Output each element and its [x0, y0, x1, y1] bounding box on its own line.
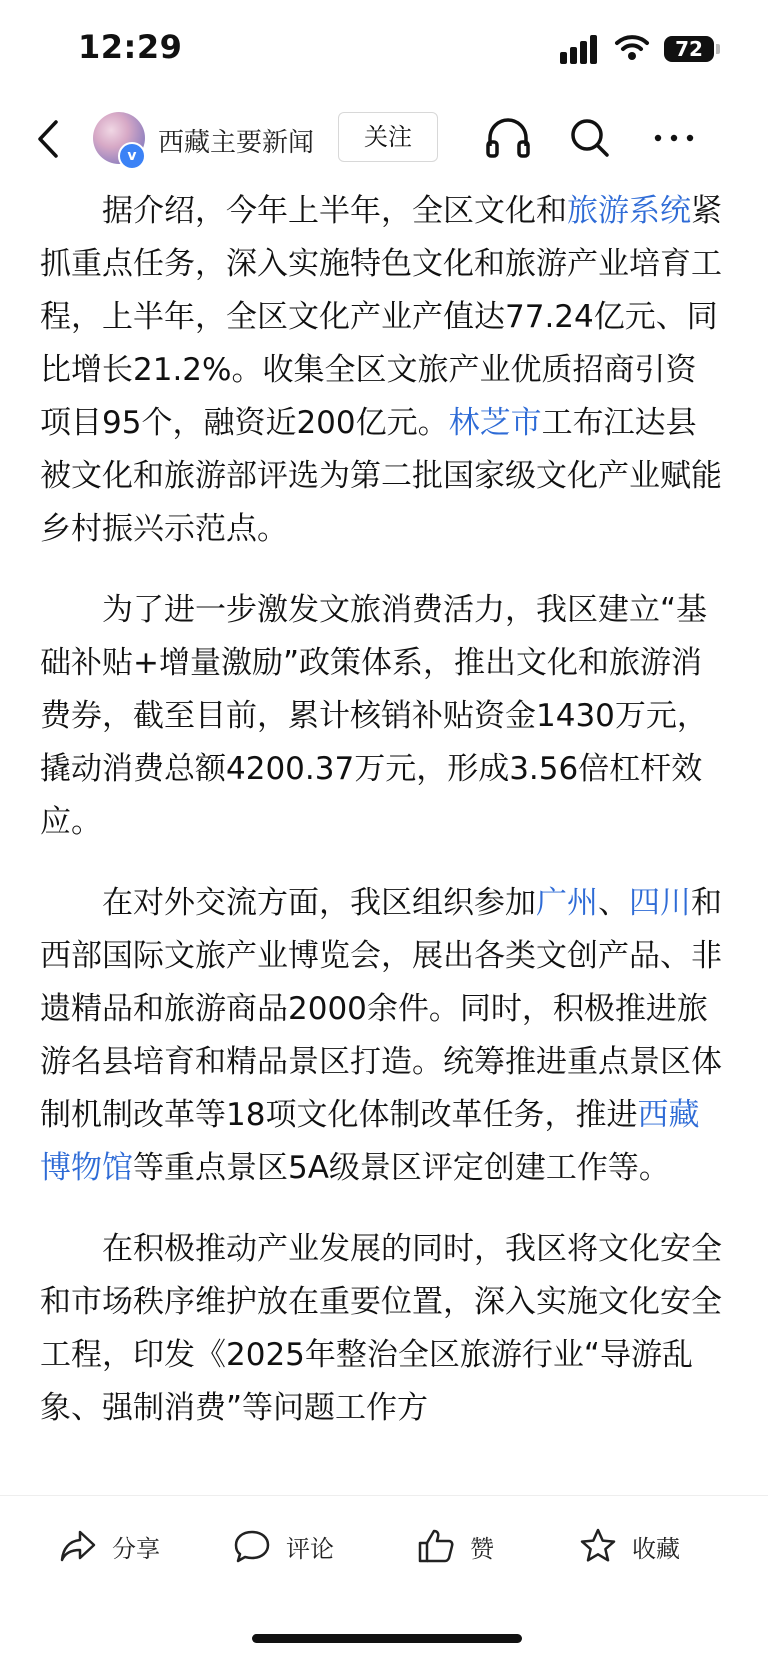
paragraph-text: 在对外交流方面，我区组织参加	[102, 885, 536, 921]
verified-icon: v	[118, 142, 146, 170]
comment-icon	[232, 1526, 272, 1566]
keyword-link[interactable]: 四川	[629, 885, 691, 921]
paragraph-text: 等重点景区5A级景区评定创建工作等。	[133, 1150, 670, 1186]
article-paragraph	[40, 185, 725, 556]
paragraph-text: 在积极推动产业发展的同时，我区将文化安全和市场秩序维护放在重要位置，深入实施文化安全工程，印发《2025年整治全区旅游行业“导游乱象、强制消费”等问题工作方	[40, 1231, 722, 1426]
more-icon[interactable]	[648, 112, 700, 164]
paragraph-text: 紧抓重点任务，深入实施特色文化和旅游产业培育工程，上半年，全区文化产业产值达77.24亿元、同比增长21.2%。收集全区文旅产业优质招商引资项目95个，融资近200亿元。	[40, 193, 722, 441]
bottom-action-bar	[0, 1495, 768, 1664]
article-paragraph	[40, 1223, 725, 1435]
battery-tip	[716, 44, 720, 54]
home-indicator[interactable]	[252, 1634, 522, 1643]
article-paragraph	[40, 584, 725, 849]
paragraph-text: 工布江达县被文化和旅游部评选为第二批国家级文化产业赋能乡村振兴示范点。	[40, 405, 722, 547]
comment-label: 评论	[286, 1534, 334, 1563]
paragraph-text: 为了进一步激发文旅消费活力，我区建立“基础补贴+增量激励”政策体系，推出文化和旅游消费券，截至目前，累计核销补贴资金1430万元，撬动消费总额4200.37万元，形成3.56倍杠杆效应。	[40, 592, 708, 840]
follow-button[interactable]: 关注	[338, 112, 438, 162]
keyword-link[interactable]: 广州	[536, 885, 598, 921]
paragraph-text: 、	[598, 885, 629, 921]
share-button[interactable]	[58, 1520, 160, 1572]
status-bar	[0, 0, 768, 100]
favorite-button[interactable]	[578, 1520, 680, 1572]
cellular-signal-icon	[560, 34, 602, 64]
like-button[interactable]	[416, 1520, 494, 1572]
article-paragraph	[40, 877, 725, 1195]
comment-button[interactable]	[232, 1520, 334, 1572]
like-label: 赞	[470, 1534, 494, 1563]
keyword-link[interactable]: 林芝市	[448, 405, 542, 441]
status-time: 12:29	[78, 28, 183, 66]
like-icon	[416, 1526, 456, 1566]
wifi-icon	[614, 32, 650, 62]
keyword-link[interactable]: 旅游系统	[567, 193, 691, 229]
favorite-label: 收藏	[632, 1534, 680, 1563]
back-arrow-icon[interactable]	[30, 114, 70, 164]
channel-name[interactable]: 西藏主要新闻	[158, 128, 315, 158]
paragraph-text: 和西部国际文旅产业博览会，展出各类文创产品、非遗精品和旅游商品2000余件。同时，积极推进旅游名县培育和精品景区打造。统筹推进重点景区体制机制改革等18项文化体制改革任务，推进	[40, 885, 722, 1133]
star-icon	[578, 1526, 618, 1566]
article-body	[40, 185, 725, 1495]
article-header	[0, 100, 768, 180]
share-label: 分享	[112, 1534, 160, 1563]
search-icon[interactable]	[564, 112, 616, 164]
paragraph-text: 据介绍，今年上半年，全区文化和	[102, 193, 567, 229]
battery-icon: 72	[664, 36, 714, 62]
keyword-link[interactable]: 西藏博物馆	[40, 1097, 700, 1186]
share-icon	[58, 1526, 98, 1566]
headphones-icon[interactable]	[482, 112, 534, 164]
